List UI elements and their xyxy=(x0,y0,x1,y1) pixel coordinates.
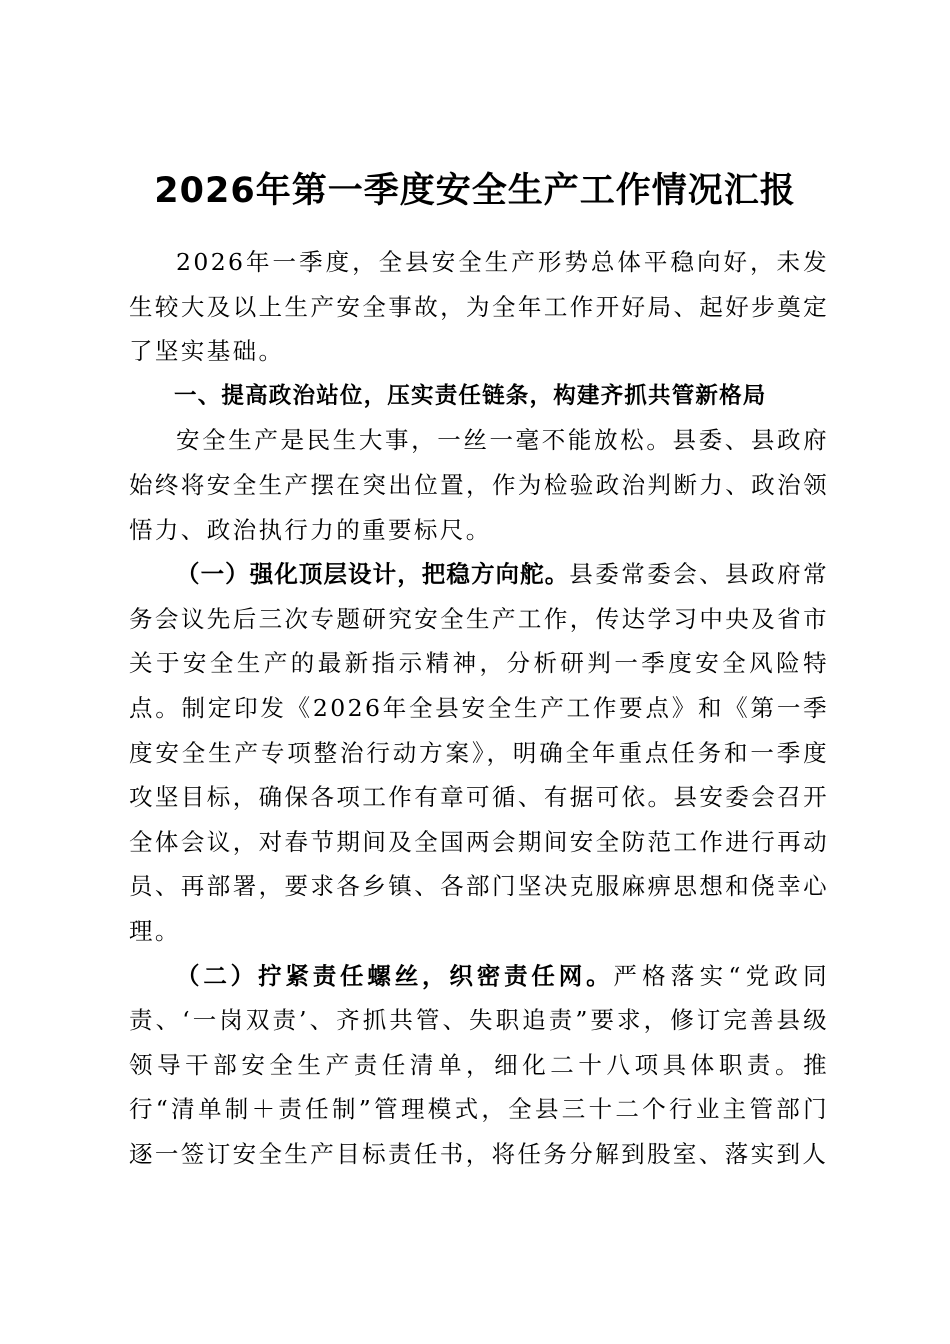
subsection-2-paragraph xyxy=(129,954,829,1177)
document-body xyxy=(129,240,829,1176)
subsection-1-paragraph xyxy=(129,552,829,953)
subsection-2-lead: （二）拧紧责任螺丝，织密责任网。 xyxy=(176,961,614,990)
section-heading-1: 一、提高政治站位，压实责任链条，构建齐抓共管新格局 xyxy=(174,382,767,409)
subsection-1-text: 县委常委会、县政府常务会议先后三次专题研究安全生产工作，传达学习中央及省市关于安全生产的最新指示精神，分析研判一季度安全风险特点。制定印发《2026年全县安全生产工作要点》和《第一季度安全生产专项整治行动方案》，明确全年重点任务和一季度攻坚目标，确保各项工作有章可循、有据可依。县安委会召开全体会议，对春节期间及全国两会期间安全防范工作进行再动员、再部署，要求各乡镇、各部门坚决克服麻痹思想和侥幸心理。 xyxy=(129,560,830,945)
subsection-1-lead: （一）强化顶层设计，把稳方向舵。 xyxy=(176,560,570,589)
intro-paragraph: 2026年一季度，全县安全生产形势总体平稳向好，未发生较大及以上生产安全事故，为全年工作开好局、起好步奠定了坚实基础。 xyxy=(129,248,829,366)
document-title: 2026年第一季度安全生产工作情况汇报 xyxy=(154,171,796,211)
section-1-paragraph: 安全生产是民生大事，一丝一毫不能放松。县委、县政府始终将安全生产摆在突出位置，作为检验政治判断力、政治领悟力、政治执行力的重要标尺。 xyxy=(129,426,829,544)
subsection-2-text: 严格落实“党政同责、‘一岗双责’、齐抓共管、失职追责”要求，修订完善县级领导干部安全生产责任清单，细化二十八项具体职责。推行“清单制＋责任制”管理模式，全县三十二个行业主管部门逐一签订安全生产目标责任书，将任务分解到股室、落实到人 xyxy=(129,961,830,1168)
